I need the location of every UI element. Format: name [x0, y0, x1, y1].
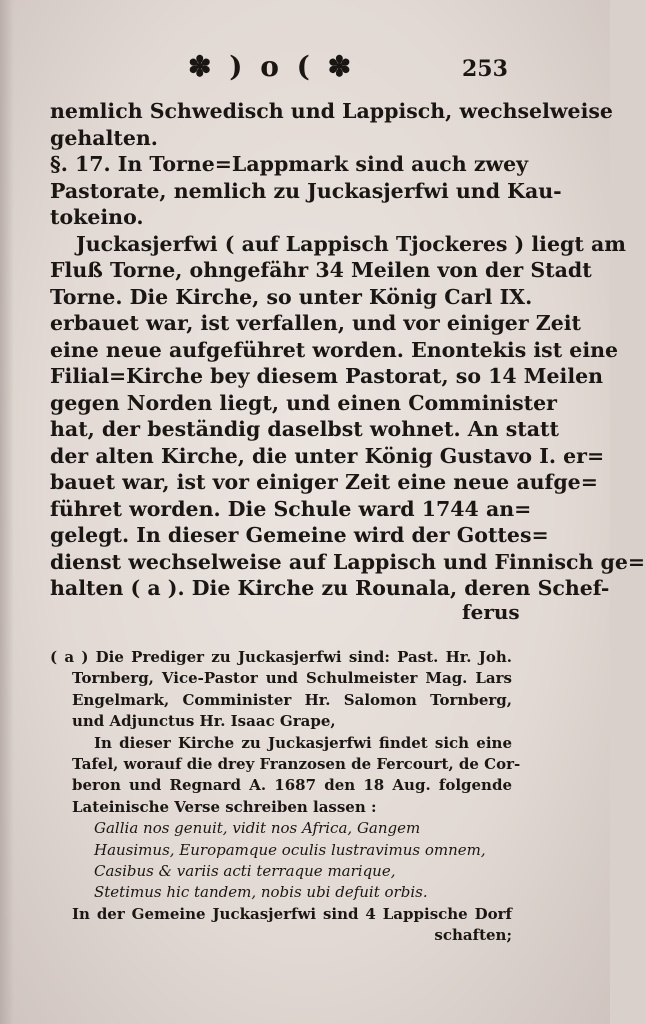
- text-line: §. 17. In Torne=Lappmark sind auch zwey: [50, 152, 529, 176]
- text-line: tokeino.: [50, 205, 144, 229]
- page-edge-shadow: [0, 0, 14, 1024]
- running-header: [0, 50, 610, 90]
- footnote-line: In dieser Kirche zu Juckasjerfwi findet sich eine: [94, 733, 512, 752]
- text-line: führet worden. Die Schule ward 1744 an=: [50, 496, 532, 521]
- footnote-line: schaften;: [434, 926, 512, 945]
- verse-line: Stetimus hic tandem, nobis ubi defuit orbis.: [94, 883, 428, 902]
- footnote: [50, 647, 521, 947]
- text-line: gelegt. In dieser Gemeine wird der Gottes=: [50, 523, 549, 547]
- text-line: halten ( a ). Die Kirche zu Rounala, deren Schef-: [50, 576, 610, 600]
- catchword: ferus: [462, 600, 520, 624]
- footnote-line: ( a ) Die Prediger zu Juckasjerfwi sind: Past. Hr. Joh.: [50, 648, 512, 666]
- footnote-line: und Adjunctus Hr. Isaac Grape,: [72, 712, 336, 731]
- text-line: Filial=Kirche bey diesem Pastorat, so 14 Meilen: [50, 364, 604, 388]
- text-line: Juckasjerfwi ( auf Lappisch Tjockeres ) liegt am: [76, 231, 626, 256]
- text-line: eine neue aufgeführet worden. Enontekis ist eine: [50, 337, 619, 362]
- text-line: Fluß Torne, ohngefähr 34 Meilen von der Stadt: [50, 258, 592, 282]
- footnote-line: Tornberg, Vice-Pastor und Schulmeister Mag. Lars: [72, 669, 512, 688]
- header-ornament: ✽ ) o ( ✽: [188, 50, 356, 83]
- footnote-line: In der Gemeine Juckasjerfwi sind 4 Lappische Dorf: [72, 904, 512, 923]
- verse-line: Gallia nos genuit, vidit nos Africa, Gangem: [94, 819, 421, 838]
- text-line: hat, der beständig daselbst wohnet. An statt: [50, 417, 559, 441]
- footnote-line: Lateinische Verse schreiben lassen :: [72, 797, 377, 816]
- verse-line: Hausimus, Europamque oculis lustravimus omnem,: [94, 840, 486, 859]
- footnote-line: Tafel, worauf die drey Franzosen de Fercourt, de Cor-: [72, 755, 521, 774]
- main-text: [50, 98, 645, 602]
- page-number: 253: [462, 56, 508, 82]
- text-line: dienst wechselweise auf Lappisch und Finnisch ge=: [50, 549, 645, 574]
- text-line: gegen Norden liegt, und einen Comminister: [50, 390, 557, 415]
- text-line: nemlich Schwedisch und Lappisch, wechselweise: [50, 99, 613, 123]
- footnote-line: beron und Regnard A. 1687 den 18 Aug. folgende: [72, 776, 512, 795]
- footnote-line: Engelmark, Comminister Hr. Salomon Tornberg,: [72, 690, 512, 709]
- text-line: gehalten.: [50, 125, 158, 150]
- verse-line: Casibus & variis acti terraque marique,: [94, 862, 396, 881]
- text-line: erbauet war, ist verfallen, und vor einiger Zeit: [50, 311, 582, 335]
- text-line: Pastorate, nemlich zu Juckasjerfwi und Kau-: [50, 178, 562, 203]
- text-line: Torne. Die Kirche, so unter König Carl IX.: [50, 284, 533, 309]
- text-line: bauet war, ist vor einiger Zeit eine neue aufge=: [50, 470, 598, 494]
- text-line: der alten Kirche, die unter König Gustavo I. er=: [50, 443, 605, 468]
